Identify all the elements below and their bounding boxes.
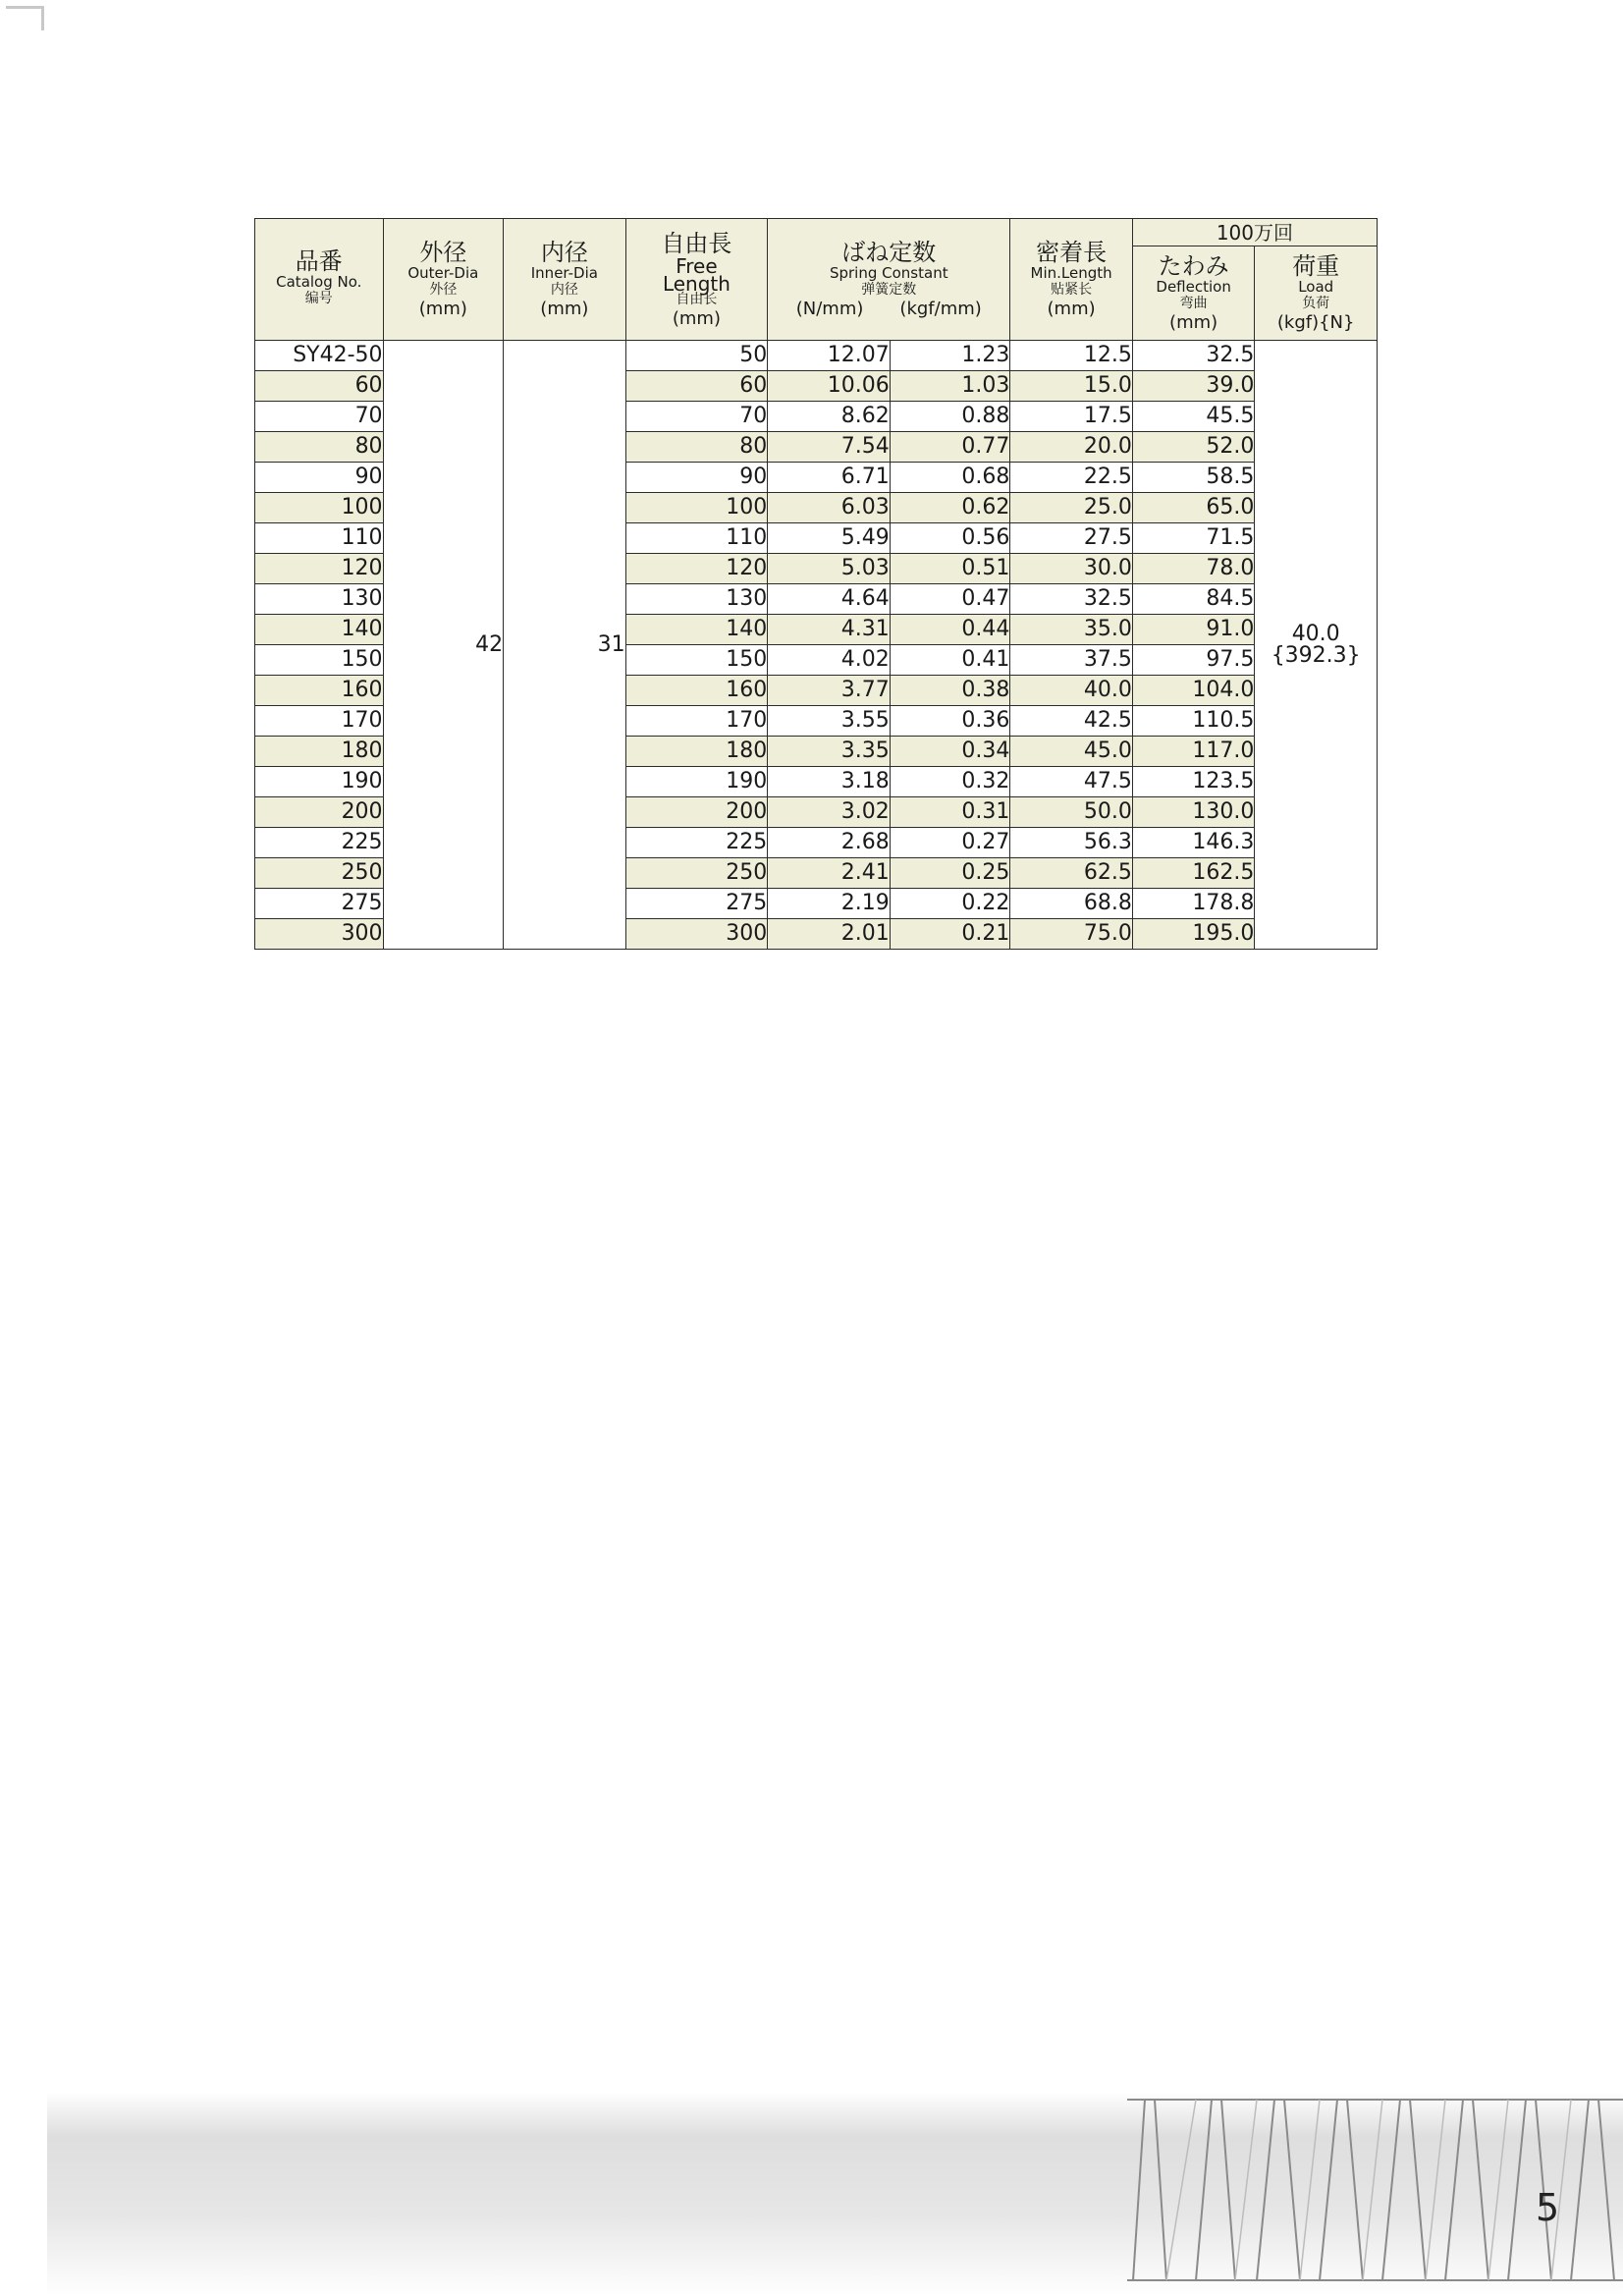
header-deflection-cn: 弯曲: [1179, 296, 1208, 311]
load-cell: [1255, 341, 1378, 950]
spring-constant-n-cell: 4.64: [768, 584, 891, 615]
table-body: [255, 341, 1378, 950]
deflection-cell: 52.0: [1132, 432, 1255, 463]
spring-constant-kgf-cell: 0.68: [890, 463, 1010, 493]
spring-constant-n-cell: 2.68: [768, 828, 891, 858]
spring-constant-kgf-cell: 0.56: [890, 523, 1010, 554]
free-length-cell: 250: [625, 858, 768, 889]
spring-constant-n-cell: 6.03: [768, 493, 891, 523]
spring-constant-kgf-cell: 0.27: [890, 828, 1010, 858]
min-length-cell: 40.0: [1010, 676, 1133, 706]
header-spring-jp: ばね定数: [841, 239, 937, 266]
spring-constant-n-cell: 2.41: [768, 858, 891, 889]
spring-constant-kgf-cell: 0.88: [890, 402, 1010, 432]
catalog-no-cell: 130: [255, 584, 384, 615]
page-number: 5: [1536, 2186, 1560, 2229]
spring-constant-n-cell: 3.55: [768, 706, 891, 737]
min-length-cell: 35.0: [1010, 615, 1133, 645]
spring-constant-kgf-cell: 1.03: [890, 371, 1010, 402]
catalog-no-cell: 190: [255, 767, 384, 797]
catalog-no-cell: 100: [255, 493, 384, 523]
spring-constant-kgf-cell: 0.32: [890, 767, 1010, 797]
spring-constant-kgf-cell: 1.23: [890, 341, 1010, 371]
free-length-cell: 80: [625, 432, 768, 463]
catalog-no-cell: 300: [255, 919, 384, 950]
header-outer-cn: 外径: [429, 282, 458, 298]
spring-constant-n-cell: 4.02: [768, 645, 891, 676]
spring-constant-kgf-cell: 0.25: [890, 858, 1010, 889]
min-length-cell: 32.5: [1010, 584, 1133, 615]
header-inner-en: Inner-Dia: [530, 264, 598, 282]
header-million-cycles: 100万回: [1132, 219, 1377, 246]
header-catalog-cn: 编号: [304, 291, 333, 306]
header-free-en2: Length: [662, 271, 730, 296]
header-spring-unit-kgf: (kgf/mm): [899, 299, 982, 319]
free-length-cell: 225: [625, 828, 768, 858]
header-deflection-jp: たわみ: [1158, 252, 1229, 280]
header-free-cn: 自由长: [676, 291, 718, 307]
catalog-no-cell: SY42-50: [255, 341, 384, 371]
catalog-no-cell: 140: [255, 615, 384, 645]
deflection-cell: 84.5: [1132, 584, 1255, 615]
min-length-cell: 17.5: [1010, 402, 1133, 432]
deflection-cell: 123.5: [1132, 767, 1255, 797]
header-catalog-en: Catalog No.: [276, 273, 362, 291]
catalog-no-cell: 110: [255, 523, 384, 554]
spring-constant-kgf-cell: 0.36: [890, 706, 1010, 737]
free-length-cell: 90: [625, 463, 768, 493]
free-length-cell: 110: [625, 523, 768, 554]
spring-constant-n-cell: 3.18: [768, 767, 891, 797]
deflection-cell: 178.8: [1132, 889, 1255, 919]
header-inner-jp: 内径: [540, 239, 588, 266]
header-free-en1: Free: [676, 253, 718, 278]
catalog-no-cell: 70: [255, 402, 384, 432]
spring-constant-n-cell: 12.07: [768, 341, 891, 371]
deflection-cell: 162.5: [1132, 858, 1255, 889]
spring-constant-n-cell: 4.31: [768, 615, 891, 645]
spring-constant-kgf-cell: 0.31: [890, 797, 1010, 828]
header-minlen-en: Min.Length: [1030, 264, 1112, 282]
spring-constant-n-cell: 2.19: [768, 889, 891, 919]
header-inner-unit: (mm): [540, 299, 589, 319]
header-outer-dia: [383, 219, 504, 341]
header-catalog-jp: 品番: [295, 247, 343, 275]
catalog-no-cell: 60: [255, 371, 384, 402]
spring-constant-n-cell: 6.71: [768, 463, 891, 493]
free-length-cell: 150: [625, 645, 768, 676]
load-kgf-value: 40.0: [1291, 621, 1340, 646]
catalog-no-cell: 250: [255, 858, 384, 889]
deflection-cell: 65.0: [1132, 493, 1255, 523]
spring-constant-n-cell: 7.54: [768, 432, 891, 463]
spring-constant-kgf-cell: 0.77: [890, 432, 1010, 463]
spring-constant-n-cell: 5.03: [768, 554, 891, 584]
min-length-cell: 68.8: [1010, 889, 1133, 919]
header-deflection: [1132, 246, 1255, 341]
header-deflection-en: Deflection: [1156, 278, 1231, 296]
inner-dia-cell: 31: [504, 341, 626, 950]
deflection-cell: 32.5: [1132, 341, 1255, 371]
spring-constant-n-cell: 3.02: [768, 797, 891, 828]
free-length-cell: 180: [625, 737, 768, 767]
spring-constant-kgf-cell: 0.41: [890, 645, 1010, 676]
deflection-cell: 91.0: [1132, 615, 1255, 645]
spring-constant-kgf-cell: 0.62: [890, 493, 1010, 523]
free-length-cell: 160: [625, 676, 768, 706]
header-minlen-jp: 密着長: [1036, 239, 1108, 266]
catalog-no-cell: 180: [255, 737, 384, 767]
header-minlen-unit: (mm): [1047, 299, 1096, 319]
spring-constant-kgf-cell: 0.21: [890, 919, 1010, 950]
spring-constant-kgf-cell: 0.34: [890, 737, 1010, 767]
header-free-jp: 自由長: [661, 229, 732, 257]
min-length-cell: 62.5: [1010, 858, 1133, 889]
min-length-cell: 56.3: [1010, 828, 1133, 858]
deflection-cell: 78.0: [1132, 554, 1255, 584]
header-spring-constant: [768, 219, 1010, 341]
header-load-unit: (kgf){N}: [1276, 312, 1355, 333]
catalog-no-cell: 275: [255, 889, 384, 919]
free-length-cell: 275: [625, 889, 768, 919]
min-length-cell: 45.0: [1010, 737, 1133, 767]
header-inner-dia: [504, 219, 626, 341]
table-row: [255, 341, 1378, 371]
deflection-cell: 97.5: [1132, 645, 1255, 676]
min-length-cell: 25.0: [1010, 493, 1133, 523]
header-spring-unit-n: (N/mm): [795, 299, 864, 319]
header-inner-cn: 内径: [550, 282, 578, 298]
deflection-cell: 195.0: [1132, 919, 1255, 950]
free-length-cell: 120: [625, 554, 768, 584]
header-load-jp: 荷重: [1292, 252, 1340, 280]
header-minlen-cn: 贴紧长: [1051, 282, 1093, 298]
header-free-unit: (mm): [672, 307, 721, 329]
header-spring-en: Spring Constant: [829, 264, 948, 282]
catalog-no-cell: 170: [255, 706, 384, 737]
table-header: [255, 219, 1378, 341]
free-length-cell: 300: [625, 919, 768, 950]
spring-constant-kgf-cell: 0.22: [890, 889, 1010, 919]
free-length-cell: 100: [625, 493, 768, 523]
deflection-cell: 117.0: [1132, 737, 1255, 767]
header-outer-unit: (mm): [418, 299, 467, 319]
spring-constant-kgf-cell: 0.38: [890, 676, 1010, 706]
catalog-no-cell: 90: [255, 463, 384, 493]
header-load: [1255, 246, 1378, 341]
header-catalog: [255, 219, 384, 341]
spring-constant-n-cell: 10.06: [768, 371, 891, 402]
min-length-cell: 37.5: [1010, 645, 1133, 676]
header-outer-en: Outer-Dia: [407, 264, 479, 282]
deflection-cell: 146.3: [1132, 828, 1255, 858]
min-length-cell: 50.0: [1010, 797, 1133, 828]
min-length-cell: 75.0: [1010, 919, 1133, 950]
free-length-cell: 50: [625, 341, 768, 371]
header-free-length: [625, 219, 768, 341]
deflection-cell: 104.0: [1132, 676, 1255, 706]
min-length-cell: 22.5: [1010, 463, 1133, 493]
spring-spec-table: [254, 218, 1378, 950]
deflection-cell: 130.0: [1132, 797, 1255, 828]
header-spring-cn: 弹簧定数: [861, 282, 917, 298]
min-length-cell: 12.5: [1010, 341, 1133, 371]
spring-constant-n-cell: 3.77: [768, 676, 891, 706]
spring-constant-n-cell: 3.35: [768, 737, 891, 767]
min-length-cell: 47.5: [1010, 767, 1133, 797]
spring-constant-n-cell: 5.49: [768, 523, 891, 554]
header-load-cn: 负荷: [1302, 296, 1330, 311]
free-length-cell: 70: [625, 402, 768, 432]
deflection-cell: 71.5: [1132, 523, 1255, 554]
free-length-cell: 140: [625, 615, 768, 645]
min-length-cell: 42.5: [1010, 706, 1133, 737]
free-length-cell: 130: [625, 584, 768, 615]
catalog-no-cell: 80: [255, 432, 384, 463]
deflection-cell: 39.0: [1132, 371, 1255, 402]
min-length-cell: 20.0: [1010, 432, 1133, 463]
catalog-no-cell: 120: [255, 554, 384, 584]
header-deflection-unit: (mm): [1169, 312, 1218, 333]
scan-corner-mark: [6, 6, 44, 30]
free-length-cell: 200: [625, 797, 768, 828]
spring-constant-kgf-cell: 0.51: [890, 554, 1010, 584]
min-length-cell: 27.5: [1010, 523, 1133, 554]
outer-dia-cell: 42: [383, 341, 504, 950]
header-min-length: [1010, 219, 1133, 341]
catalog-no-cell: 200: [255, 797, 384, 828]
free-length-cell: 170: [625, 706, 768, 737]
catalog-no-cell: 225: [255, 828, 384, 858]
free-length-cell: 60: [625, 371, 768, 402]
free-length-cell: 190: [625, 767, 768, 797]
catalog-no-cell: 160: [255, 676, 384, 706]
spring-constant-n-cell: 8.62: [768, 402, 891, 432]
header-outer-jp: 外径: [419, 239, 467, 266]
deflection-cell: 45.5: [1132, 402, 1255, 432]
min-length-cell: 15.0: [1010, 371, 1133, 402]
spring-constant-kgf-cell: 0.47: [890, 584, 1010, 615]
deflection-cell: 58.5: [1132, 463, 1255, 493]
spring-constant-kgf-cell: 0.44: [890, 615, 1010, 645]
catalog-no-cell: 150: [255, 645, 384, 676]
min-length-cell: 30.0: [1010, 554, 1133, 584]
deflection-cell: 110.5: [1132, 706, 1255, 737]
load-newton-value: {392.3}: [1271, 642, 1361, 668]
spring-constant-n-cell: 2.01: [768, 919, 891, 950]
header-load-en: Load: [1298, 278, 1334, 296]
